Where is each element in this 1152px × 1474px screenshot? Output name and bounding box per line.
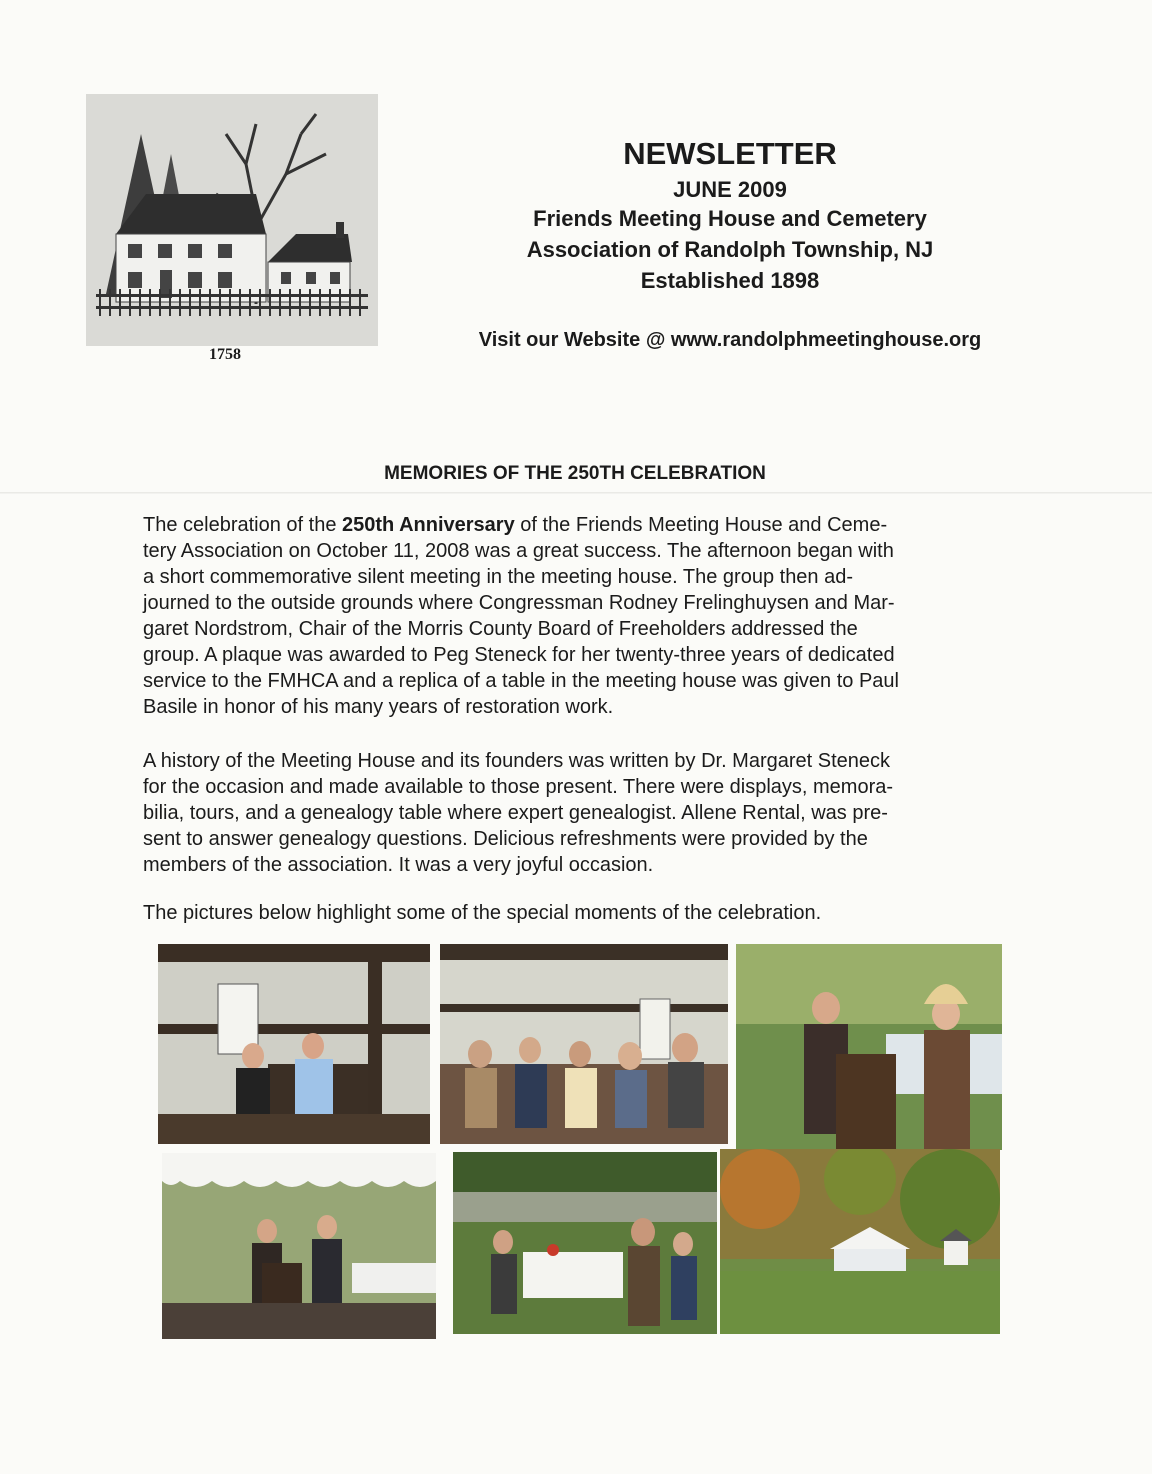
website-link[interactable]: Visit our Website @ www.randolphmeetinghouse.org xyxy=(478,329,982,351)
newsletter-title: NEWSLETTER xyxy=(623,136,837,171)
meeting-house-engraving xyxy=(86,94,378,346)
paragraph-line: A history of the Meeting House and its founders was written by Dr. Margaret Steneck xyxy=(143,750,891,772)
paragraph-history xyxy=(143,748,1018,878)
paper-fold-line xyxy=(0,492,1152,494)
issue-date: JUNE 2009 xyxy=(673,177,787,202)
paragraph-line: members of the association. It was a very joyful occasion. xyxy=(143,854,654,876)
paragraph-line: for the occasion and made available to those present. There were displays, memora- xyxy=(143,776,894,798)
text-run: The celebration of the xyxy=(143,514,343,536)
photo-refreshment-tables xyxy=(453,1152,717,1334)
text-run: of the Friends Meeting House and Ceme- xyxy=(514,514,888,536)
photo-tent-podium xyxy=(162,1153,436,1339)
paragraph-line: Basile in honor of his many years of restoration work. xyxy=(143,696,614,718)
paragraph-line: journed to the outside grounds where Congressman Rodney Frelinghuysen and Mar- xyxy=(143,592,895,614)
paragraph-line: garet Nordstrom, Chair of the Morris County Board of Freeholders addressed the xyxy=(143,618,858,640)
established-year: Established 1898 xyxy=(640,268,820,293)
paragraph-pictures-intro xyxy=(143,900,1018,926)
paragraph-line: tery Association on October 11, 2008 was a great success. The afternoon began with xyxy=(143,540,894,562)
paragraph-line xyxy=(143,512,1018,538)
paragraph-line: a short commemorative silent meeting in the meeting house. The group then ad- xyxy=(143,566,854,588)
photo-outdoor-podium-speakers xyxy=(736,944,1002,1150)
organization-name-line-2: Association of Randolph Township, NJ xyxy=(526,237,934,262)
engraving-year-caption: 1758 xyxy=(209,346,241,363)
paragraph-celebration xyxy=(143,512,1018,720)
paragraph-line: service to the FMHCA and a replica of a table in the meeting house was given to Paul xyxy=(143,670,899,692)
photo-meeting-audience xyxy=(440,944,728,1144)
paragraph-line: group. A plaque was awarded to Peg Steneck for her twenty-three years of dedicated xyxy=(143,644,895,666)
paragraph-line: The pictures below highlight some of the special moments of the celebration. xyxy=(143,902,822,924)
photo-interior-presentation xyxy=(158,944,430,1144)
section-heading: MEMORIES OF THE 250TH CELEBRATION xyxy=(384,463,766,484)
photo-tent-grounds xyxy=(720,1149,1000,1334)
anniversary-emphasis: 250th Anniversary xyxy=(342,514,515,536)
paragraph-line: bilia, tours, and a genealogy table where expert genealogist. Allene Rental, was pre- xyxy=(143,802,888,824)
organization-name-line-1: Friends Meeting House and Cemetery xyxy=(533,206,927,231)
paragraph-line: sent to answer genealogy questions. Delicious refreshments were provided by the xyxy=(143,828,868,850)
